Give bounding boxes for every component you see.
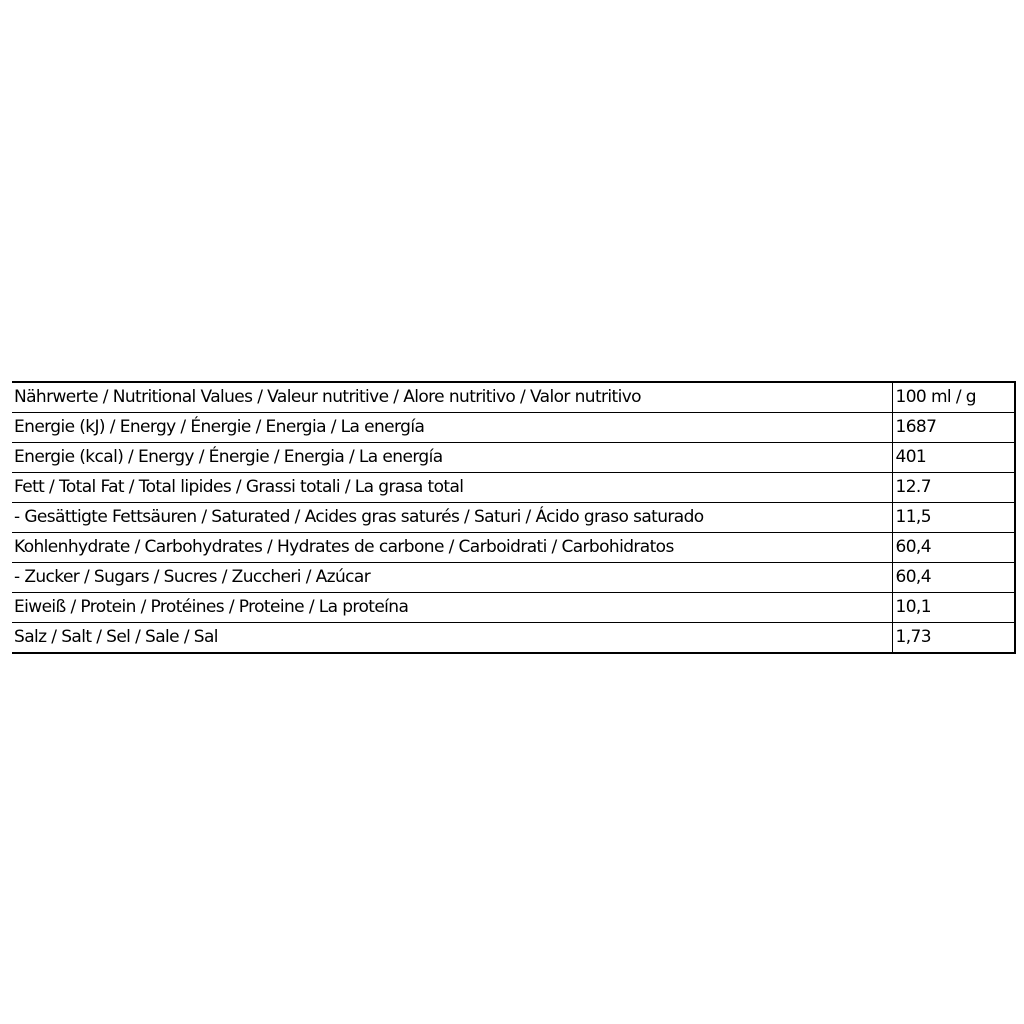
table-row-header (12, 382, 1015, 413)
table-row (12, 473, 1015, 503)
nutrient-value: 60,4 (892, 563, 1015, 593)
table-row (12, 593, 1015, 623)
nutrient-value: 12.7 (892, 473, 1015, 503)
nutrient-value: 1,73 (892, 623, 1015, 654)
nutrient-label: Salz / Salt / Sel / Sale / Sal (14, 627, 218, 647)
nutrient-label: - Zucker / Sugars / Sucres / Zuccheri / Azúcar (12, 563, 892, 593)
table-row (12, 503, 1015, 533)
nutrition-table (12, 381, 1016, 654)
nutrient-label: Energie (kJ) / Energy / Énergie / Energia / La energía (12, 413, 892, 443)
nutrient-label: Eiweiß / Protein / Protéines / Proteine / La proteína (12, 593, 892, 623)
nutrient-label: Energie (kcal) / Energy / Énergie / Energia / La energía (12, 443, 892, 473)
nutrient-value: 11,5 (892, 503, 1015, 533)
table-row (12, 563, 1015, 593)
nutrient-label: Kohlenhydrate / Carbohydrates / Hydrates de carbone / Carboidrati / Carbohidratos (12, 533, 892, 563)
table-row (12, 443, 1015, 473)
nutrient-value: 100 ml / g (892, 382, 1015, 413)
table-row (12, 623, 1015, 654)
nutrient-label: Nährwerte / Nutritional Values / Valeur nutritive / Alore nutritivo / Valor nutritivo (12, 382, 892, 413)
nutrient-label: - Gesättigte Fettsäuren / Saturated / Acides gras saturés / Saturi / Ácido graso saturado (12, 503, 892, 533)
nutrient-value: 10,1 (892, 593, 1015, 623)
nutrient-label: Fett / Total Fat / Total lipides / Grassi totali / La grasa total (12, 473, 892, 503)
table-row (12, 533, 1015, 563)
nutrient-value: 401 (892, 443, 1015, 473)
nutrient-value: 1687 (892, 413, 1015, 443)
nutrient-value: 60,4 (892, 533, 1015, 563)
table-row (12, 413, 1015, 443)
